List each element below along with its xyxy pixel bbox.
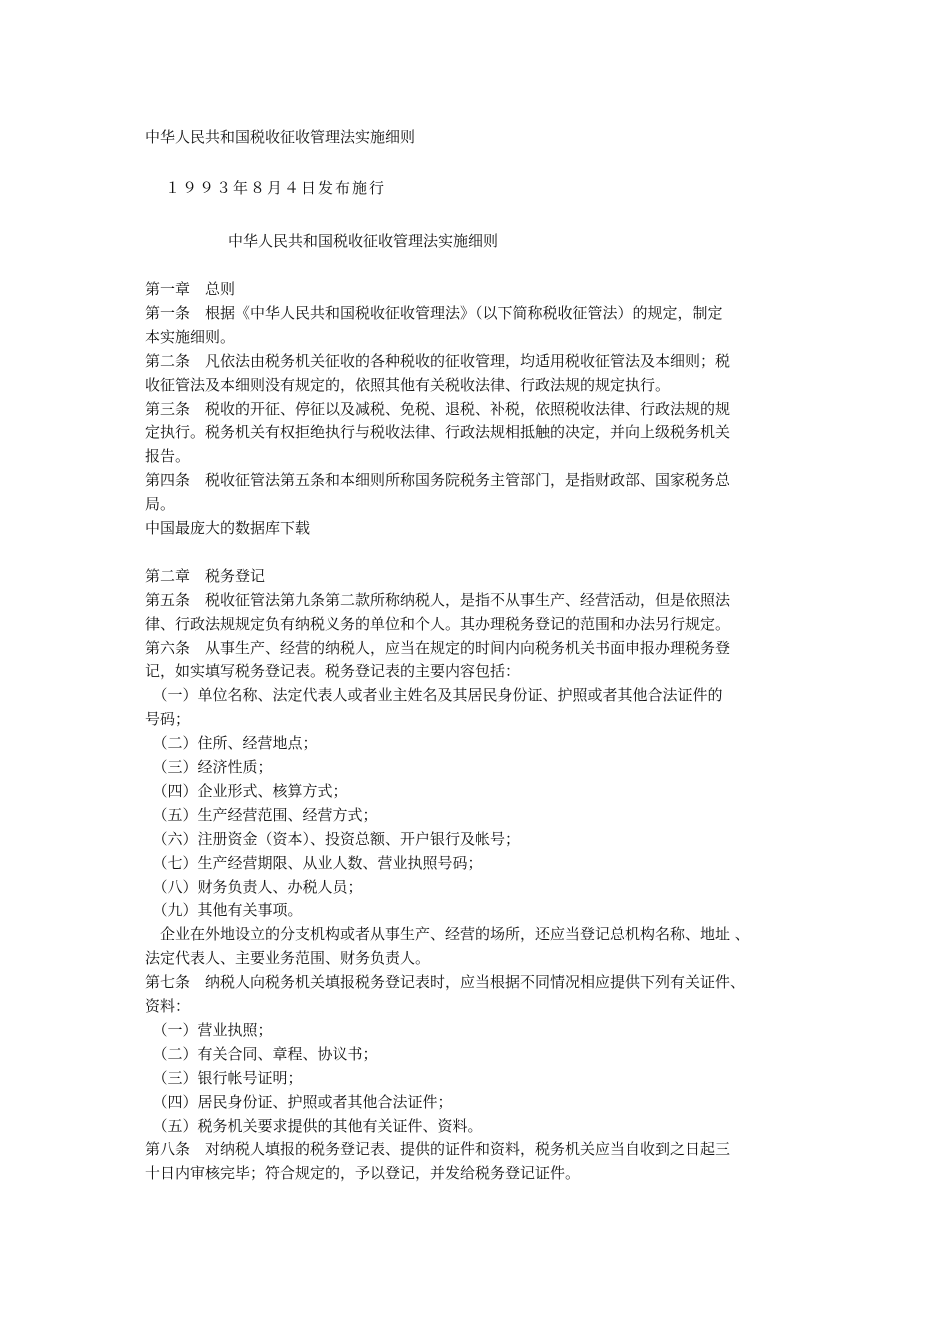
text-line: （四）企业形式、核算方式； xyxy=(145,781,348,800)
text-line: （七）生产经营期限、从业人数、营业执照号码； xyxy=(145,853,483,872)
text-line: 法定代表人、主要业务范围、财务负责人。 xyxy=(145,949,431,968)
text-line: 本实施细则。 xyxy=(145,327,236,346)
text-line: （一）单位名称、法定代表人或者业主姓名及其居民身份证、护照或者其他合法证件的 xyxy=(145,686,723,705)
text-line: （六）注册资金（资本）、投资总额、开户银行及帐号； xyxy=(145,829,521,848)
text-line: 定执行。税务机关有权拒绝执行与税收法律、行政法规相抵触的决定，并向上级税务机关 xyxy=(145,423,731,442)
text-line: 号码； xyxy=(145,710,191,729)
text-line: （三）经济性质； xyxy=(145,758,273,776)
text-line: 第二条 凡依法由税务机关征收的各种税收的征收管理，均适用税收征管法及本细则；税 xyxy=(145,351,731,370)
text-line: 十日内审核完毕；符合规定的，予以登记，并发给税务登记证件。 xyxy=(145,1164,581,1183)
text-line: 中国最庞大的数据库下载 xyxy=(145,519,311,537)
text-line: 报告。 xyxy=(145,447,191,466)
text-line: 企业在外地设立的分支机构或者从事生产、经营的场所，还应当登记总机构名称、地址 、 xyxy=(145,925,750,944)
text-line: 记，如实填写税务登记表。税务登记表的主要内容包括： xyxy=(145,662,521,681)
text-line: 第三条 税收的开征、停征以及减税、免税、退税、补税，依照税收法律、行政法规的规 xyxy=(145,399,731,418)
text-line: 第四条 税收征管法第五条和本细则所称国务院税务主管部门，是指财政部、国家税务总 xyxy=(145,471,731,490)
text-line: 第二章 税务登记 xyxy=(145,566,266,585)
text-line: （九）其他有关事项。 xyxy=(145,901,303,920)
document-title: 中华人民共和国税收征收管理法实施细则 xyxy=(145,128,416,146)
text-line: 局。 xyxy=(145,495,176,514)
text-line: 第七条 纳税人向税务机关填报税务登记表时，应当根据不同情况相应提供下列有关证件、 xyxy=(145,973,746,992)
text-line: 第五条 税收征管法第九条第二款所称纳税人，是指不从事生产、经营活动，但是依照法 xyxy=(145,590,731,609)
text-line: 第一条 根据《中华人民共和国税收征收管理法》（以下简称税收征管法）的规定，制定 xyxy=(145,303,723,322)
text-line: 收征管法及本细则没有规定的，依照其他有关税收法律、行政法规的规定执行。 xyxy=(145,375,671,394)
text-line: 资料： xyxy=(145,997,191,1015)
publish-date: １９９３年８月４日发布施行 xyxy=(165,179,387,197)
text-line: （四）居民身份证、护照或者其他合法证件； xyxy=(145,1092,453,1111)
text-line: （一）营业执照； xyxy=(145,1020,273,1039)
text-line: （五）税务机关要求提供的其他有关证件、资料。 xyxy=(145,1116,483,1135)
text-line: （五）生产经营范围、经营方式； xyxy=(145,805,378,824)
text-line: 律、行政法规规定负有纳税义务的单位和个人。其办理税务登记的范围和办法另行规定。 xyxy=(145,614,731,633)
text-line: （三）银行帐号证明； xyxy=(145,1068,303,1087)
text-line: 第六条 从事生产、经营的纳税人，应当在规定的时间内向税务机关书面申报办理税务登 xyxy=(145,638,731,657)
text-line: （二）有关合同、章程、协议书； xyxy=(145,1044,378,1063)
text-line: （二）住所、经营地点； xyxy=(145,734,318,753)
text-line: 第八条 对纳税人填报的税务登记表、提供的证件和资料，税务机关应当自收到之日起三 xyxy=(145,1140,731,1159)
document-heading: 中华人民共和国税收征收管理法实施细则 xyxy=(228,232,499,250)
text-line: 第一章 总则 xyxy=(145,280,236,298)
text-line: （八）财务负责人、办税人员； xyxy=(145,877,363,896)
